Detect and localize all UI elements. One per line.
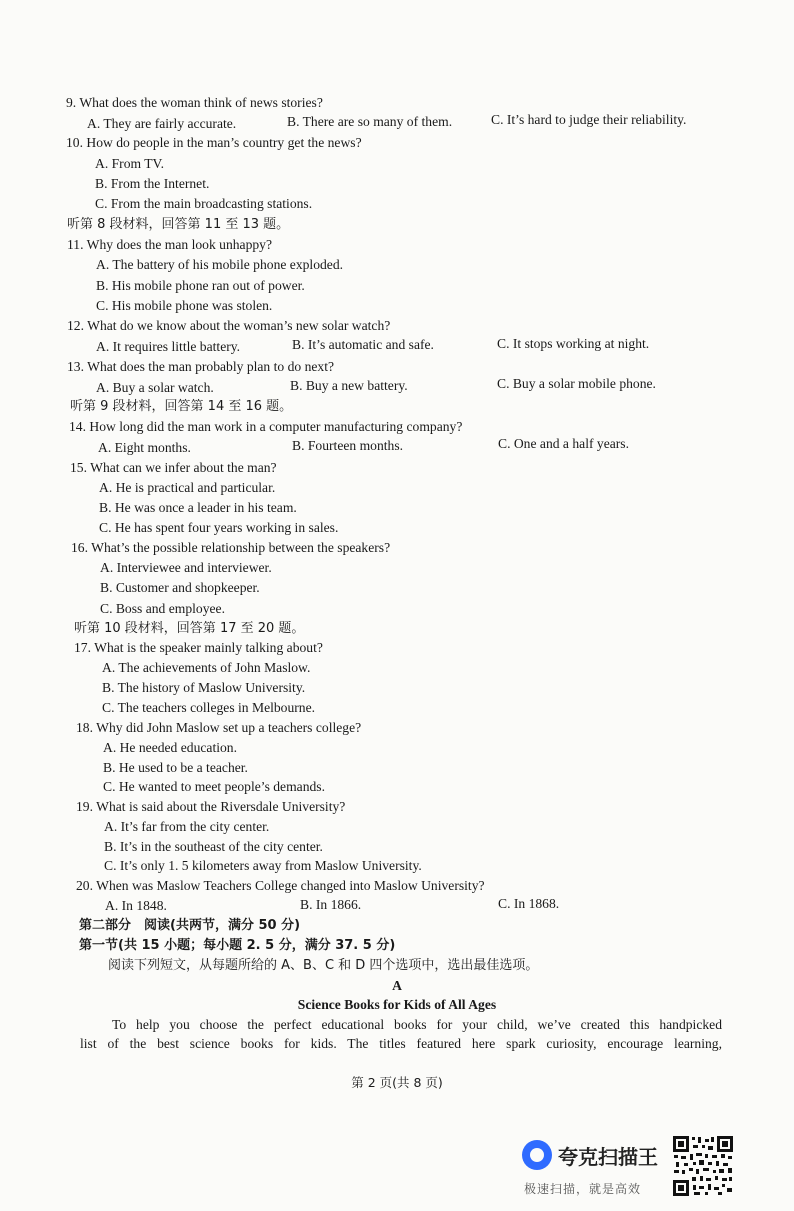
reading-instruction: 阅读下列短文，从每题所给的 A、B、C 和 D 四个选项中，选出最佳选项。 xyxy=(108,958,539,973)
passage-paragraph-line-2: list of the best science books for kids. The titles featured here spark curiosity, encourage learning, xyxy=(80,1036,722,1051)
passage-paragraph-line-1: To help you choose the perfect educational books for your child, we’ve created this handpicked xyxy=(112,1017,722,1032)
question-16-stem: 16. What’s the possible relationship between the speakers? xyxy=(71,540,391,555)
question-13-option-a: A. Buy a solar watch. xyxy=(96,380,214,395)
question-10-option-c: C. From the main broadcasting stations. xyxy=(95,196,313,211)
question-14-option-c: C. One and a half years. xyxy=(498,436,629,451)
question-15-option-a: A. He is practical and particular. xyxy=(99,480,276,495)
question-9-option-c: C. It’s hard to judge their reliability. xyxy=(491,112,687,127)
question-20-option-a: A. In 1848. xyxy=(105,898,167,913)
question-19-stem: 19. What is said about the Riversdale University? xyxy=(76,799,346,814)
question-17-option-b: B. The history of Maslow University. xyxy=(102,680,306,695)
question-9-stem: 9. What does the woman think of news stories? xyxy=(66,95,323,110)
question-20-option-b: B. In 1866. xyxy=(300,897,362,912)
question-19-option-b: B. It’s in the southeast of the city center. xyxy=(104,839,323,854)
question-9-option-b: B. There are so many of them. xyxy=(287,114,453,129)
question-18-option-a: A. He needed education. xyxy=(103,740,237,755)
question-18-option-c: C. He wanted to meet people’s demands. xyxy=(103,779,325,794)
scanner-watermark xyxy=(522,1138,664,1196)
question-11-stem: 11. Why does the man look unhappy? xyxy=(67,237,273,252)
question-11-option-b: B. His mobile phone ran out of power. xyxy=(96,278,305,293)
question-16-option-a: A. Interviewee and interviewer. xyxy=(100,560,272,575)
question-16-option-c: C. Boss and employee. xyxy=(100,601,225,616)
question-11-option-c: C. His mobile phone was stolen. xyxy=(96,298,273,313)
question-20-stem: 20. When was Maslow Teachers College changed into Maslow University? xyxy=(76,878,485,893)
question-13-option-c: C. Buy a solar mobile phone. xyxy=(497,376,656,391)
question-14-stem: 14. How long did the man work in a computer manufacturing company? xyxy=(69,419,463,434)
question-15-option-b: B. He was once a leader in his team. xyxy=(99,500,297,515)
section-9-instruction: 听第 9 段材料，回答第 14 至 16 题。 xyxy=(70,399,293,414)
part-2-heading: 第二部分 阅读(共两节，满分 50 分) xyxy=(79,918,301,933)
qr-code-icon xyxy=(672,1135,734,1197)
question-15-option-c: C. He has spent four years working in sales. xyxy=(99,520,339,535)
question-20-option-c: C. In 1868. xyxy=(498,896,560,911)
question-11-option-a: A. The battery of his mobile phone exploded. xyxy=(96,257,344,272)
watermark-title: 夸克扫描王 xyxy=(558,1145,658,1169)
question-12-option-c: C. It stops working at night. xyxy=(497,336,650,351)
section-8-instruction: 听第 8 段材料，回答第 11 至 13 题。 xyxy=(67,217,290,232)
question-12-stem: 12. What do we know about the woman’s new solar watch? xyxy=(67,318,391,333)
question-19-option-a: A. It’s far from the city center. xyxy=(104,819,270,834)
question-15-stem: 15. What can we infer about the man? xyxy=(70,460,277,475)
question-13-stem: 13. What does the man probably plan to do next? xyxy=(67,359,335,374)
question-10-option-b: B. From the Internet. xyxy=(95,176,210,191)
question-10-stem: 10. How do people in the man’s country get the news? xyxy=(66,135,362,150)
question-12-option-a: A. It requires little battery. xyxy=(96,339,241,354)
question-14-option-a: A. Eight months. xyxy=(98,440,191,455)
watermark-subtitle: 极速扫描，就是高效 xyxy=(524,1182,642,1196)
section-10-instruction: 听第 10 段材料，回答第 17 至 20 题。 xyxy=(74,621,305,636)
page-number-footer: 第 2 页(共 8 页) xyxy=(351,1075,443,1090)
question-12-option-b: B. It’s automatic and safe. xyxy=(292,337,434,352)
question-13-option-b: B. Buy a new battery. xyxy=(290,378,408,393)
passage-title: Science Books for Kids of All Ages xyxy=(297,997,497,1012)
question-17-option-a: A. The achievements of John Maslow. xyxy=(102,660,311,675)
question-18-option-b: B. He used to be a teacher. xyxy=(103,760,248,775)
question-19-option-c: C. It’s only 1. 5 kilometers away from Maslow University. xyxy=(104,858,422,873)
question-14-option-b: B. Fourteen months. xyxy=(292,438,404,453)
question-17-option-c: C. The teachers colleges in Melbourne. xyxy=(102,700,316,715)
question-10-option-a: A. From TV. xyxy=(95,156,164,171)
question-18-stem: 18. Why did John Maslow set up a teachers college? xyxy=(76,720,362,735)
section-1-heading: 第一节(共 15 小题；每小题 2. 5 分，满分 37. 5 分) xyxy=(79,938,396,953)
question-9-option-a: A. They are fairly accurate. xyxy=(87,116,237,131)
question-17-stem: 17. What is the speaker mainly talking about? xyxy=(74,640,323,655)
question-16-option-b: B. Customer and shopkeeper. xyxy=(100,580,260,595)
passage-letter: A xyxy=(392,978,402,993)
scanner-logo-icon xyxy=(522,1140,552,1170)
